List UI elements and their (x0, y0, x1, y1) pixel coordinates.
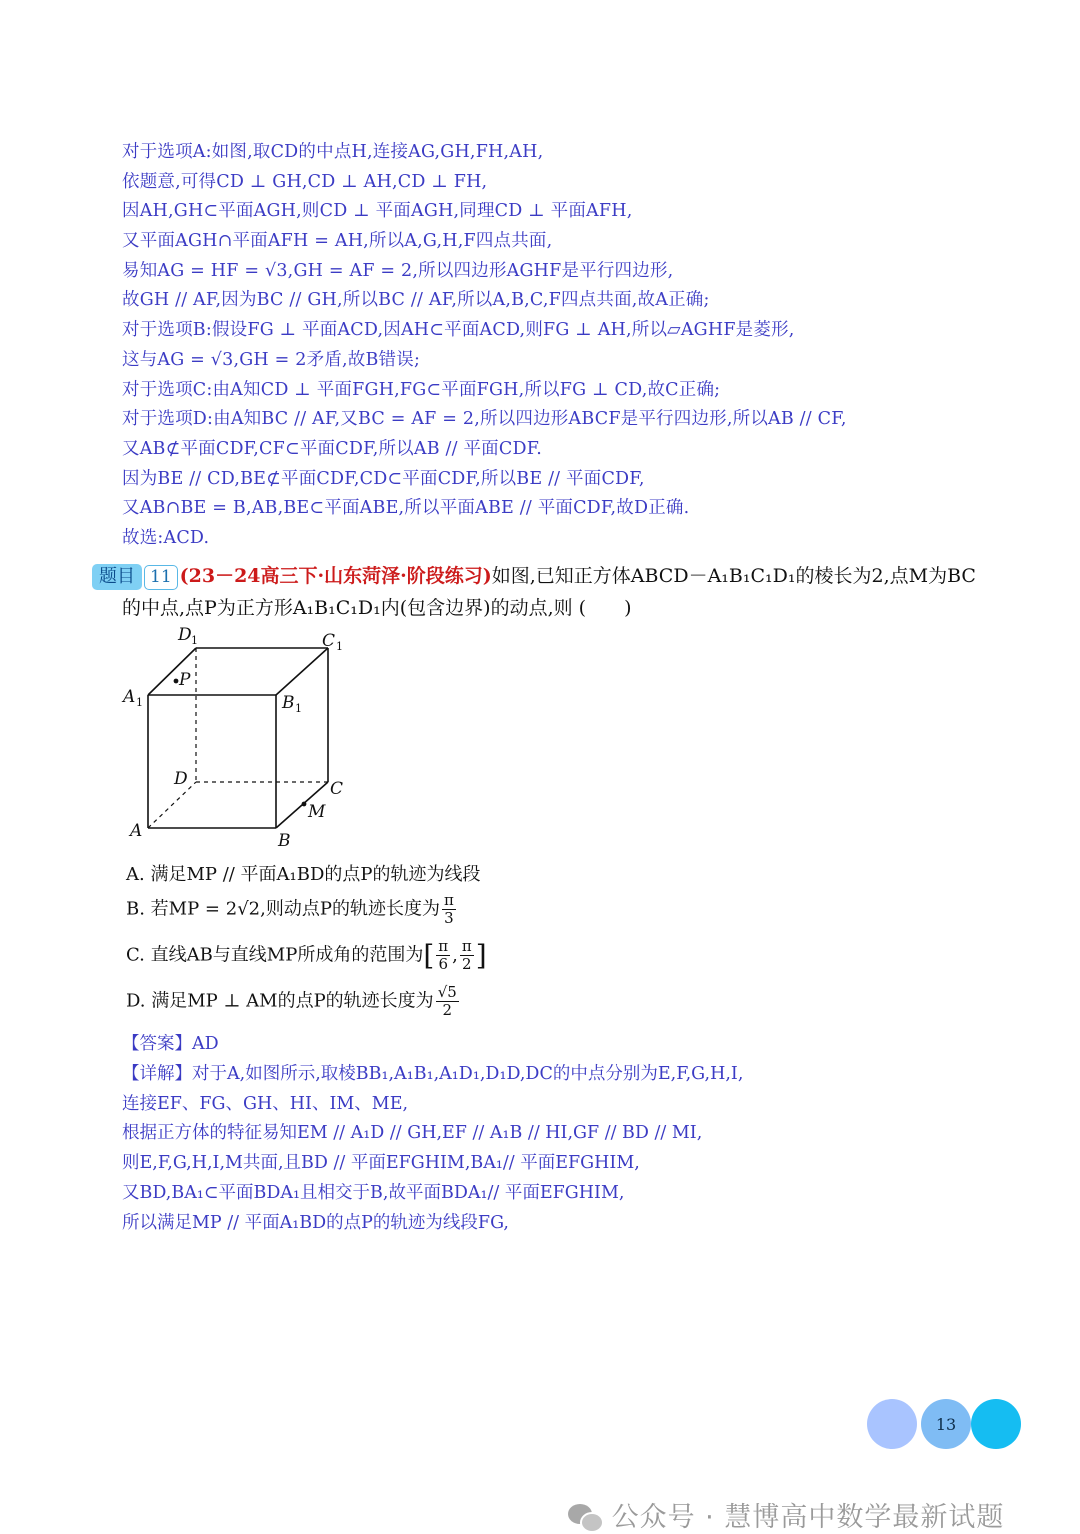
solution-line: 这与AG = √3,GH = 2矛盾,故B错误; (122, 349, 421, 370)
fraction-denominator: 2 (442, 1001, 453, 1019)
answer-line: 则E,F,G,H,I,M共面,且BD // 平面EFGHIM,BA₁// 平面EFGHIM, (122, 1153, 640, 1174)
edge-ad-hidden (148, 782, 196, 828)
solution-line: 又AB∩BE = B,AB,BE⊂平面ABE,所以平面ABE // 平面CDF,故D正确. (122, 498, 690, 519)
answer-line: 又BD,BA₁⊂平面BDA₁且相交于B,故平面BDA₁// 平面EFGHIM, (122, 1182, 625, 1203)
option-d-text: D. 满足MP ⊥ AM的点P的轨迹长度为 (126, 990, 434, 1012)
option-c-fraction-1 (436, 938, 450, 973)
label-subscript: 1 (336, 640, 343, 653)
option-b (126, 892, 458, 927)
option-b-text: B. 若MP = 2√2,则动点P的轨迹长度为 (126, 898, 440, 920)
comma-separator-icon: , (452, 945, 458, 966)
solution-line: 对于选项A:如图,取CD的中点H,连接AG,GH,FH,AH, (122, 142, 544, 162)
solution-line: 依题意,可得CD ⊥ GH,CD ⊥ AH,CD ⊥ FH, (122, 171, 488, 192)
question-number: 11 (144, 565, 178, 590)
answer-section (122, 1030, 1022, 1239)
question-label: 题目 (92, 564, 142, 590)
point-p (174, 679, 179, 684)
label-b1: B (282, 693, 295, 713)
fraction-denominator: 2 (462, 955, 472, 973)
solution-line: 对于选项D:由A知BC // AF,又BC = AF = 2,所以四边形ABCF是平行四边形,所以AB // CF, (122, 409, 847, 430)
solution-line: 又平面AGH∩平面AFH = AH,所以A,G,H,F四点共面, (122, 231, 553, 252)
cube-figure (118, 620, 358, 852)
page-circle-right (971, 1399, 1021, 1449)
fraction-denominator: 6 (438, 955, 448, 973)
option-c-fraction-2 (460, 938, 474, 973)
answer-line: 【详解】对于A,如图所示,取棱BB₁,A₁B₁,A₁D₁,D₁D,DC的中点分别为E,F,G,H,I, (122, 1063, 744, 1084)
answer-line: 连接EF、FG、GH、HI、IM、ME, (122, 1093, 409, 1114)
bracket-right-icon: ] (475, 939, 487, 972)
fraction-numerator: π (461, 937, 472, 955)
question-stem-1: 如图,已知正方体ABCD－A₁B₁C₁D₁的棱长为2,点M为BC (491, 565, 976, 587)
label-subscript: 1 (191, 634, 198, 647)
label-subscript: 1 (136, 696, 143, 709)
label-d: D (174, 769, 188, 789)
bracket-left-icon: [ (423, 939, 435, 972)
answer-line: 根据正方体的特征易知EM // A₁D // GH,EF // A₁B // HI,GF // BD // MI, (122, 1123, 703, 1144)
solution-line: 对于选项C:由A知CD ⊥ 平面FGH,FG⊂平面FGH,所以FG ⊥ CD,故C正确; (122, 379, 721, 400)
label-c: C (330, 779, 344, 799)
label-d1: D (178, 625, 192, 645)
option-a: A. 满足MP // 平面A₁BD的点P的轨迹为线段 (126, 864, 481, 885)
fraction-denominator: 3 (444, 909, 454, 927)
fraction-numerator: π (443, 891, 454, 909)
question-stem-2: 的中点,点P为正方形A₁B₁C₁D₁内(包含边界)的动点,则 ( ) (122, 597, 632, 619)
answer-line: 所以满足MP // 平面A₁BD的点P的轨迹为线段FG, (122, 1212, 509, 1233)
question-header (92, 562, 1032, 590)
label-p: P (179, 670, 191, 690)
question-source: (23－24高三下·山东菏泽·阶段练习) (179, 565, 492, 587)
option-b-fraction (442, 892, 456, 927)
label-a: A (130, 821, 143, 841)
label-b: B (278, 831, 291, 851)
solution-line: 因为BE // CD,BE⊄平面CDF,CD⊂平面CDF,所以BE // 平面CDF, (122, 468, 645, 489)
previous-solution (122, 138, 1022, 554)
solution-line: 易知AG = HF = √3,GH = AF = 2,所以四边形AGHF是平行四边形, (122, 260, 674, 281)
option-d (126, 984, 461, 1019)
point-m (302, 802, 307, 807)
label-m: M (308, 802, 326, 822)
wechat-icon (568, 1504, 602, 1530)
edge-b1c1 (276, 648, 328, 695)
option-c-text: C. 直线AB与直线MP所成角的范围为 (126, 944, 424, 966)
solution-line: 故GH // AF,因为BC // GH,所以BC // AF,所以A,B,C,F四点共面,故A正确; (122, 290, 710, 311)
page-number-badge (866, 1398, 1026, 1450)
page-number: 13 (935, 1415, 957, 1434)
solution-line: 因AH,GH⊂平面AGH,则CD ⊥ 平面AGH,同理CD ⊥ 平面AFH, (122, 201, 633, 222)
page-circle-light (867, 1399, 917, 1449)
label-a1: A (123, 687, 136, 707)
footer-watermark (568, 1495, 1004, 1534)
solution-line: 对于选项B:假设FG ⊥ 平面ACD,因AH⊂平面ACD,则FG ⊥ AH,所以▱AGHF是菱形, (122, 320, 795, 341)
label-subscript: 1 (295, 702, 302, 715)
fraction-numerator: π (438, 937, 449, 955)
option-c (126, 938, 487, 973)
label-c1: C (322, 631, 336, 651)
solution-line: 故选:ACD. (122, 527, 210, 548)
footer-text: 公众号 · 慧博高中数学最新试题 (611, 1502, 1005, 1533)
option-d-fraction (436, 984, 459, 1019)
solution-line: 又AB⊄平面CDF,CF⊂平面CDF,所以AB // 平面CDF. (122, 438, 543, 459)
answer-line: 【答案】AD (122, 1034, 219, 1054)
fraction-numerator: √5 (437, 983, 457, 1001)
